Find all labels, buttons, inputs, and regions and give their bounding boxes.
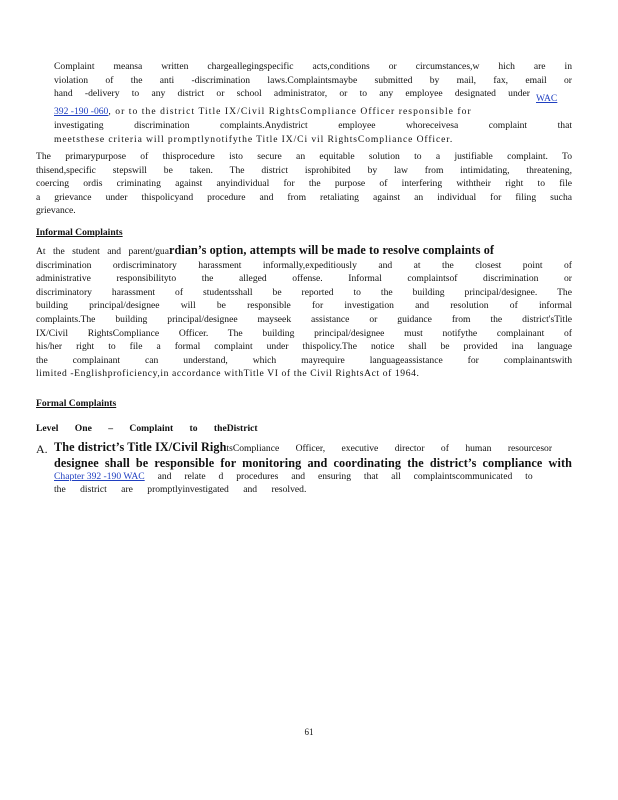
text-line: Complaint meansa written chargeallegingspecific acts,conditions or circumstances,w hich are in [54,61,572,72]
text-line [36,244,572,259]
text-line: thisend,specific stepswill be taken. The district isprohibited by law from intimidating, threatening, [36,164,572,176]
text-line: , or to the district Title IX/Civil RightsCompliance Officer responsible for [108,106,472,118]
text-line: investigating discrimination complaints.Anydistrict employee whoreceivesa complaint that [54,119,572,131]
text-line: IX/Civil RightsCompliance Officer. The building principal/designee must notifythe complainant of [36,327,572,339]
text-fragment: and relate d procedures and ensuring that all complaintscommunicated to [144,470,533,482]
text-line: discriminatory harassment of studentsshall be reported to the building principal/designee. The [36,286,572,298]
formal-complaints-heading: Formal Complaints [36,398,117,409]
wac-link-part1[interactable]: WAC [536,92,558,104]
purpose-paragraph [36,150,572,218]
text-fragment: tsCompliance Officer, executive director of human resourcesor [226,443,553,454]
text-line-with-link [54,105,572,119]
text-line-large: designee shall be responsible for monitoring and coordinating the district’s compliance with [54,455,572,470]
text-line: discrimination ordiscriminatory harassment informally,expeditiously and at the closest point of [36,259,572,271]
text-line: administrative responsibilityto the alleged offense. Informal complaintsof discrimination or [36,273,572,285]
item-letter: A. [36,442,48,456]
complaint-definition [54,60,572,146]
text-line: coercing ordis criminating against anyindividual for the purpose of interfering withtheir right to file [36,178,572,190]
text-line: complaints.The building principal/designee mayseek assistance or guidance from the district'sTitle [36,313,572,325]
text-line: The primarypurpose of thisprocedure isto secure an equitable solution to a justifiable complaint. To [36,151,572,162]
text-fragment: At the student and parent/gua [36,246,169,257]
text-line: meetsthese criteria will promptlynotifythe Title IX/Ci vil RightsCompliance Officer. [54,133,454,145]
chapter-wac-link[interactable]: Chapter 392 -190 WAC [54,470,145,482]
text-line: grievance. [36,205,76,217]
text-fragment-large: rdian’s option, attempts will be made to resolve complaints of [168,244,495,257]
informal-complaints-heading: Informal Complaints [36,227,123,238]
text-line: hand -delivery to any district or school administrator, or to any employee designated under [54,88,530,100]
text-line-with-link [54,470,572,484]
wac-link-part2[interactable]: 392 -190 -060 [54,106,109,118]
text-line [54,441,572,456]
text-line: a grievance under thispolicyand procedure and from retaliating against an individual for filing sucha [36,191,572,203]
text-line: his/her right to file a formal complaint under thispolicy.The notice shall be provided ina language [36,341,572,353]
informal-complaints-paragraph [36,244,572,381]
text-line: the complainant can understand, which mayrequire languageassistance for complainantswith [36,354,572,366]
text-line: limited -Englishproficiency,in accordance withTitle VI of the Civil RightsAct of 1964. [36,368,420,380]
text-fragment-large: The district’s Title IX/Civil Righ [54,441,227,454]
page-number: 61 [304,727,314,737]
formal-item-a [54,441,572,497]
level-one-heading: Level One – Complaint to theDistrict [36,423,258,434]
text-line: the district are promptlyinvestigated and resolved. [54,484,307,496]
text-line: violation of the anti -discrimination laws.Complaintsmaybe submitted by mail, fax, email or [54,74,572,86]
text-line: building principal/designee will be responsible for investigation and resolution of informal [36,300,572,312]
